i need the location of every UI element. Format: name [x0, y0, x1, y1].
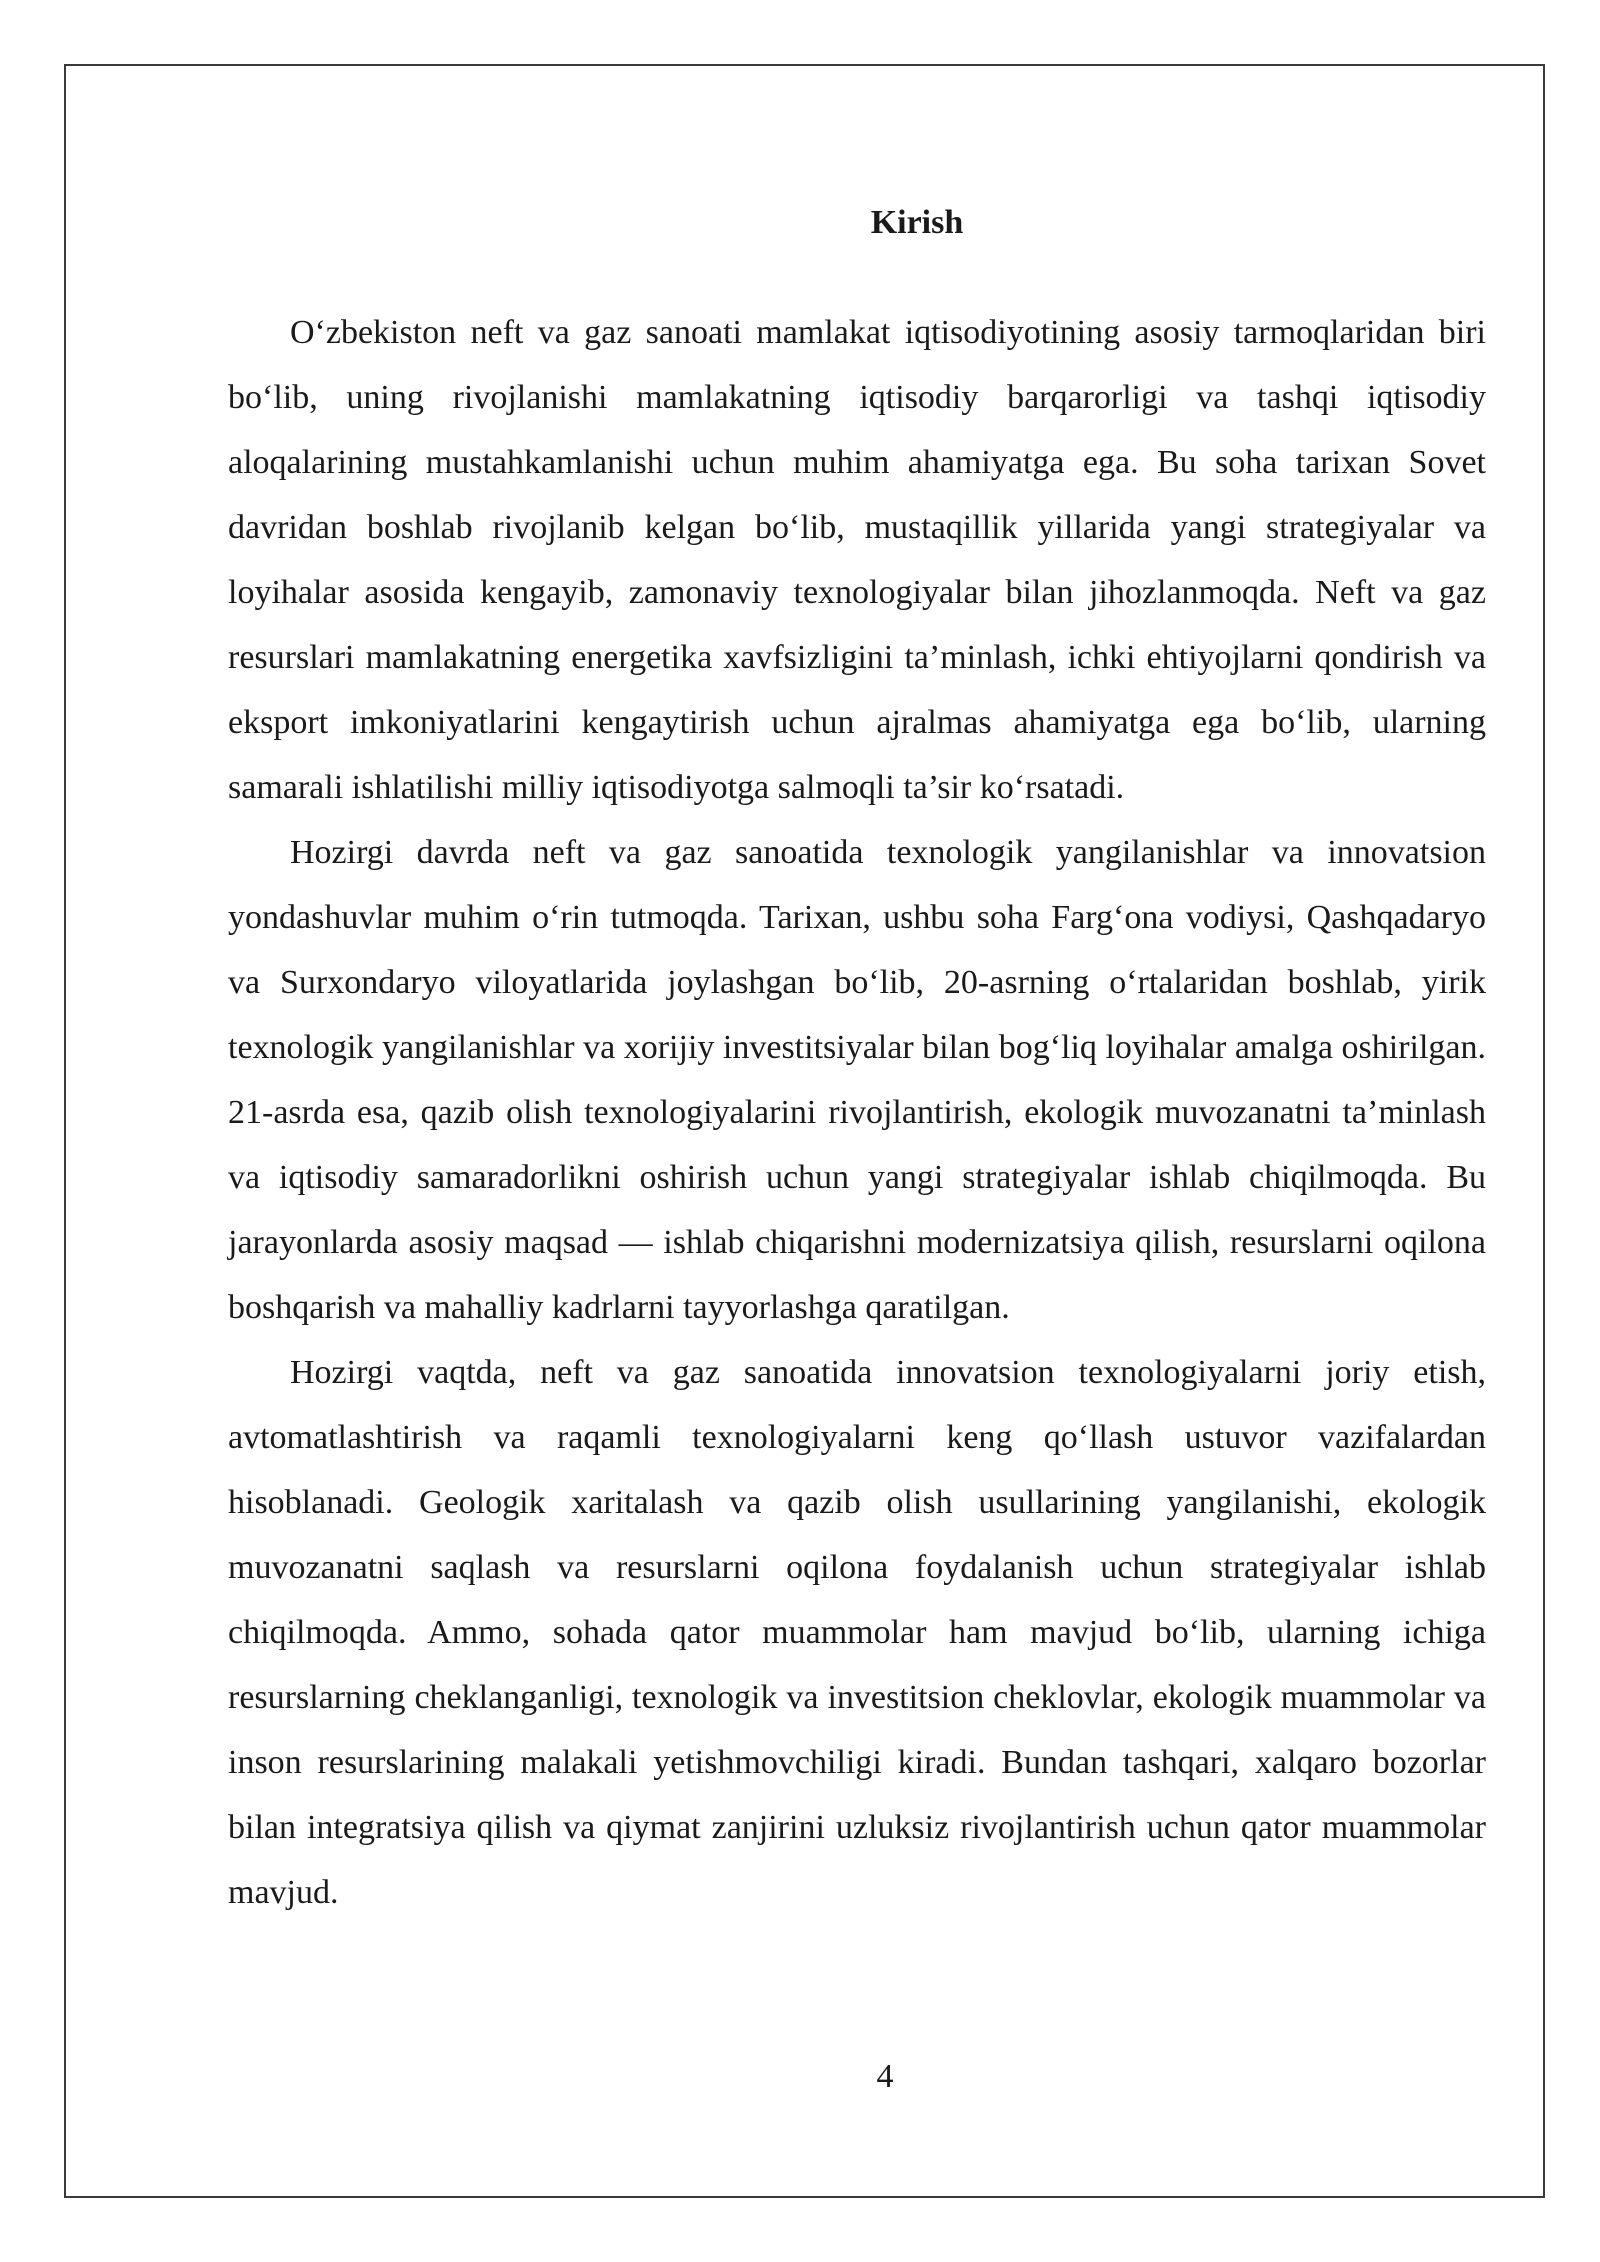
document-body [228, 196, 1486, 1925]
section-title: Kirish [870, 204, 964, 241]
paragraph-1: O‘zbekiston neft va gaz sanoati mamlakat iqtisodiyotining asosiy tarmoqlaridan biri bo‘lib, uning rivojlanishi mamlakatning iqtisodiy barqarorligi va tashqi iqtisodiy aloqalarining mustahkamlanishi uchun muhim ahamiyatga ega. Bu soha tarixan Sovet davridan boshlab rivojlanib kelgan bo‘lib, mustaqillik yillarida yangi strategiyalar va loyihalar asosida kengayib, zamonaviy texnologiyalar bilan jihozlanmoqda. Neft va gaz resurslari mamlakatning energetika xavfsizligini ta’minlash, ichki ehtiyojlarni qondirish va eksport imkoniyatlarini kengaytirish uchun ajralmas ahamiyatga ega bo‘lib, ularning samarali ishlatilishi milliy iqtisodiyotga salmoqli ta’sir ko‘rsatadi. [228, 314, 1486, 806]
paragraph-3: Hozirgi vaqtda, neft va gaz sanoatida innovatsion texnologiyalarni joriy etish, avtomatlashtirish va raqamli texnologiyalarni keng qo‘llash ustuvor vazifalardan hisoblanadi. Geologik xaritalash va qazib olish usullarining yangilanishi, ekologik muvozanatni saqlash va resurslarni oqilona foydalanish uchun strategiyalar ishlab chiqilmoqda. Ammo, sohada qator muammolar ham mavjud bo‘lib, ularning ichiga resurslarning cheklanganligi, texnologik va investitsion cheklovlar, ekologik muammolar va inson resurslarining malakali yetishmovchiligi kiradi. Bundan tashqari, xalqaro bozorlar bilan integratsiya qilish va qiymat zanjirini uzluksiz rivojlantirish uchun qator muammolar mavjud. [228, 1354, 1486, 1911]
paragraph-2: Hozirgi davrda neft va gaz sanoatida texnologik yangilanishlar va innovatsion yondashuvlar muhim o‘rin tutmoqda. Tarixan, ushbu soha Farg‘ona vodiysi, Qashqadaryo va Surxondaryo viloyatlarida joylashgan bo‘lib, 20-asrning o‘rtalaridan boshlab, yirik texnologik yangilanishlar va xorijiy investitsiyalar bilan bog‘liq loyihalar amalga oshirilgan. 21-asrda esa, qazib olish texnologiyalarini rivojlantirish, ekologik muvozanatni ta’minlash va iqtisodiy samaradorlikni oshirish uchun yangi strategiyalar ishlab chiqilmoqda. Bu jarayonlarda asosiy maqsad — ishlab chiqarishni modernizatsiya qilish, resurslarni oqilona boshqarish va mahalliy kadrlarni tayyorlashga qaratilgan. [228, 834, 1486, 1326]
page-number: 4 [876, 2058, 894, 2095]
